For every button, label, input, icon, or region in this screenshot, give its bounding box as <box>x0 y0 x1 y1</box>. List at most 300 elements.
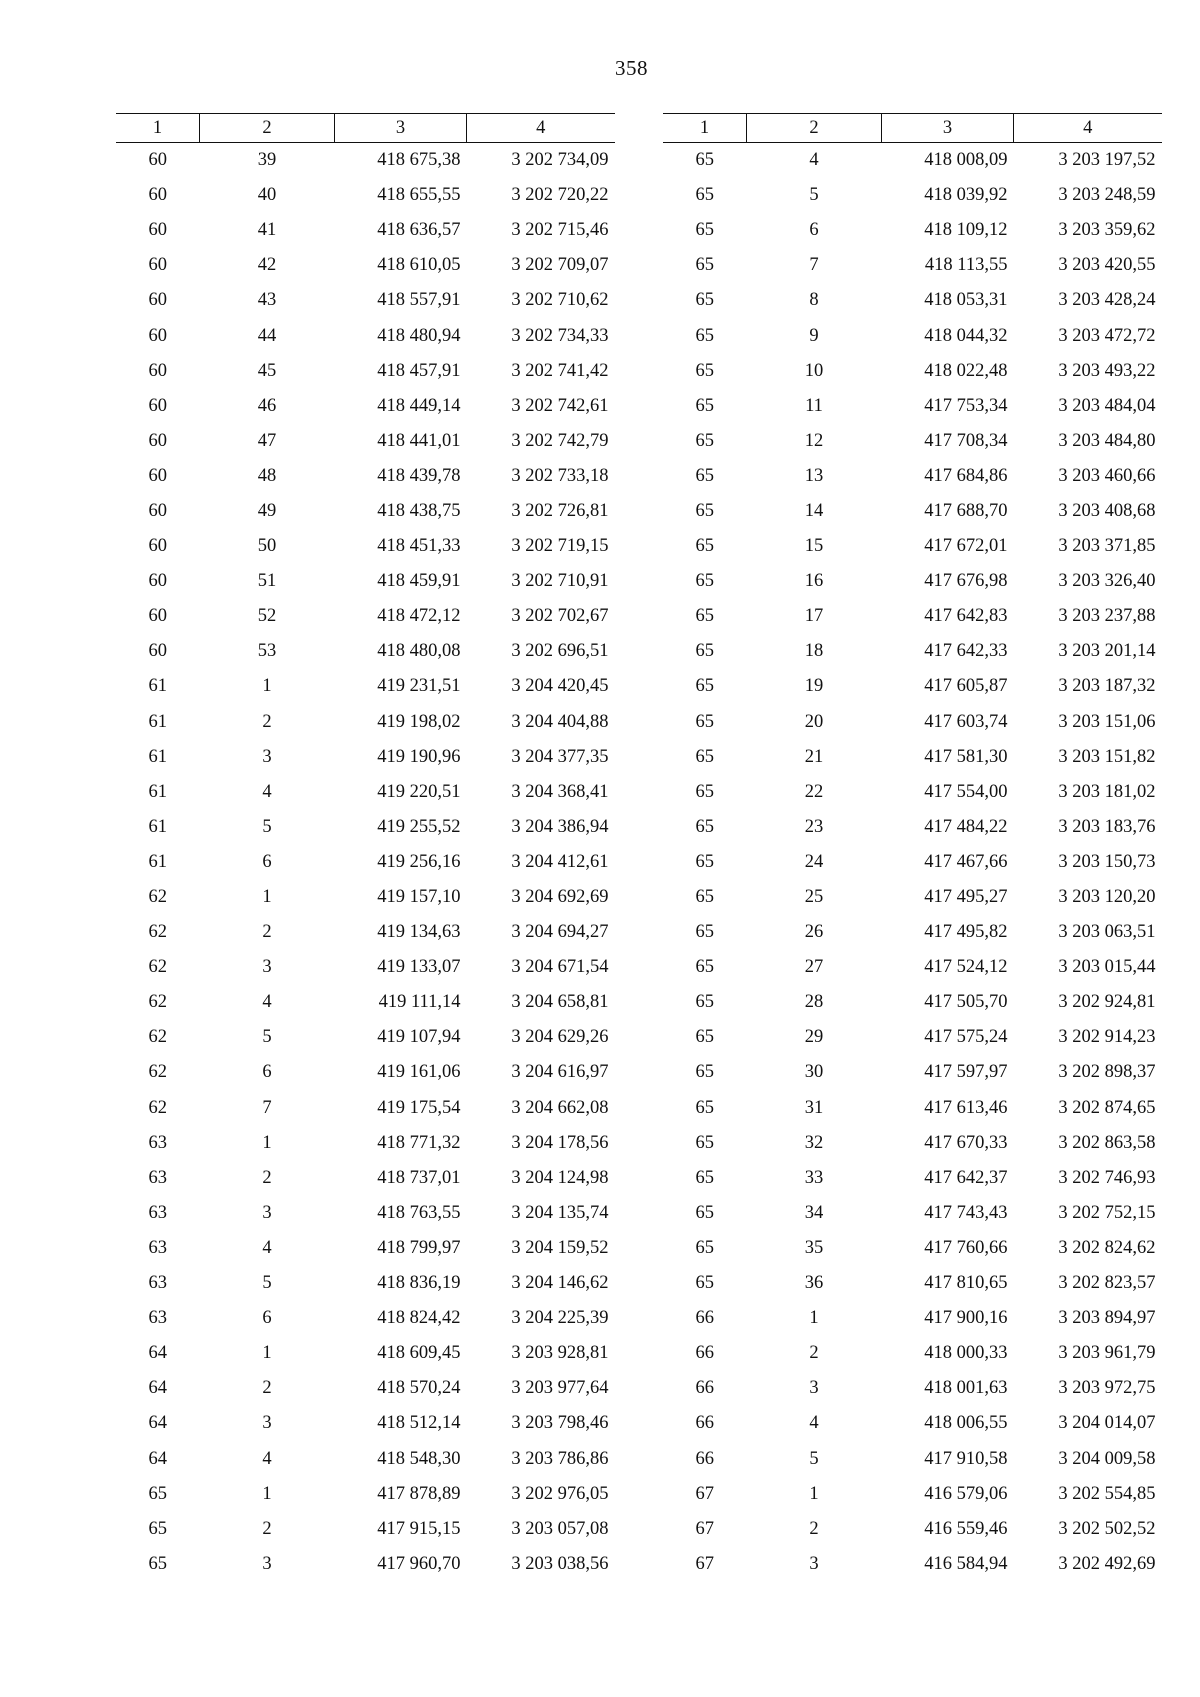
cell-coordinate-x: 419 256,16 <box>377 851 461 872</box>
cell-coordinate-y: 3 204 124,98 <box>511 1167 609 1188</box>
cell-coordinate-y: 3 202 502,52 <box>1058 1518 1156 1539</box>
cell-point-number: 8 <box>809 290 819 311</box>
table-row <box>116 1161 615 1196</box>
cell-point-number: 3 <box>809 1553 819 1574</box>
coordinates-table-left <box>116 113 615 1582</box>
cell-coordinate-y: 3 202 914,23 <box>1058 1027 1156 1048</box>
cell-coordinate-y: 3 202 742,79 <box>511 430 609 451</box>
table-row <box>663 318 1162 353</box>
cell-point-number: 30 <box>804 1062 824 1083</box>
table-row <box>116 1091 615 1126</box>
cell-coordinate-x: 417 642,33 <box>924 641 1008 662</box>
cell-point-number: 34 <box>804 1202 824 1223</box>
cell-object-number: 65 <box>695 1027 714 1048</box>
cell-point-number: 4 <box>262 992 272 1013</box>
cell-coordinate-y: 3 202 824,62 <box>1058 1237 1156 1258</box>
table-header-row <box>663 114 1162 143</box>
cell-coordinate-y: 3 203 183,76 <box>1058 816 1156 837</box>
page-number: 358 <box>615 56 648 80</box>
cell-point-number: 5 <box>809 1448 819 1469</box>
cell-object-number: 65 <box>695 571 714 592</box>
table-row <box>116 213 615 248</box>
cell-coordinate-x: 419 198,02 <box>377 711 461 732</box>
cell-object-number: 65 <box>148 1553 167 1574</box>
cell-object-number: 65 <box>695 887 714 908</box>
table-row <box>663 213 1162 248</box>
table-row <box>663 459 1162 494</box>
cell-object-number: 60 <box>148 571 167 592</box>
cell-object-number: 65 <box>695 150 714 171</box>
cell-coordinate-y: 3 202 720,22 <box>511 185 609 206</box>
cell-object-number: 67 <box>695 1483 714 1504</box>
cell-coordinate-x: 419 107,94 <box>377 1027 461 1048</box>
cell-coordinate-x: 418 022,48 <box>924 360 1008 381</box>
table-row <box>663 1371 1162 1406</box>
cell-point-number: 2 <box>809 1343 819 1364</box>
table-row <box>663 1196 1162 1231</box>
cell-object-number: 66 <box>695 1343 714 1364</box>
cell-coordinate-y: 3 203 428,24 <box>1058 290 1156 311</box>
table-row <box>663 599 1162 634</box>
table-body <box>663 143 1162 1582</box>
cell-coordinate-y: 3 203 197,52 <box>1058 150 1156 171</box>
table-row <box>116 283 615 318</box>
cell-coordinate-x: 419 231,51 <box>377 676 461 697</box>
cell-coordinate-x: 417 642,37 <box>924 1167 1008 1188</box>
cell-point-number: 1 <box>262 1343 272 1364</box>
cell-coordinate-x: 417 760,66 <box>924 1237 1008 1258</box>
cell-coordinate-x: 418 008,09 <box>924 150 1008 171</box>
table-row <box>663 1091 1162 1126</box>
cell-object-number: 61 <box>148 746 167 767</box>
cell-object-number: 60 <box>148 641 167 662</box>
cell-point-number: 3 <box>262 1413 272 1434</box>
cell-coordinate-x: 418 610,05 <box>377 255 461 276</box>
cell-coordinate-y: 3 202 734,33 <box>511 325 609 346</box>
cell-coordinate-x: 419 133,07 <box>377 957 461 978</box>
cell-coordinate-y: 3 203 484,04 <box>1058 395 1156 416</box>
table-row <box>663 915 1162 950</box>
table-row <box>663 985 1162 1020</box>
cell-coordinate-x: 418 472,12 <box>377 606 461 627</box>
cell-object-number: 65 <box>148 1483 167 1504</box>
cell-coordinate-x: 417 554,00 <box>924 781 1008 802</box>
cell-coordinate-y: 3 204 658,81 <box>511 992 609 1013</box>
cell-object-number: 62 <box>148 922 167 943</box>
table-row <box>116 880 615 915</box>
table-row <box>663 1406 1162 1441</box>
cell-object-number: 60 <box>148 360 167 381</box>
cell-object-number: 60 <box>148 430 167 451</box>
cell-coordinate-y: 3 202 710,91 <box>511 571 609 592</box>
cell-coordinate-x: 417 810,65 <box>924 1273 1008 1294</box>
cell-object-number: 62 <box>148 1097 167 1118</box>
cell-coordinate-y: 3 204 014,07 <box>1058 1413 1156 1434</box>
column-header-1: 1 <box>663 114 747 143</box>
cell-point-number: 35 <box>804 1237 824 1258</box>
cell-coordinate-y: 3 202 726,81 <box>511 500 609 521</box>
cell-coordinate-x: 418 438,75 <box>377 500 461 521</box>
cell-point-number: 46 <box>257 395 277 416</box>
cell-coordinate-x: 417 505,70 <box>924 992 1008 1013</box>
cell-coordinate-x: 418 459,91 <box>377 571 461 592</box>
cell-coordinate-y: 3 202 746,93 <box>1058 1167 1156 1188</box>
cell-point-number: 33 <box>804 1167 824 1188</box>
table-row <box>663 143 1162 179</box>
column-header-4: 4 <box>1014 114 1162 143</box>
cell-object-number: 60 <box>148 536 167 557</box>
cell-point-number: 36 <box>804 1273 824 1294</box>
cell-point-number: 32 <box>804 1132 824 1153</box>
cell-coordinate-x: 418 457,91 <box>377 360 461 381</box>
cell-coordinate-x: 418 763,55 <box>377 1202 461 1223</box>
table-row <box>663 178 1162 213</box>
table-row <box>663 248 1162 283</box>
cell-coordinate-y: 3 204 662,08 <box>511 1097 609 1118</box>
cell-coordinate-x: 417 575,24 <box>924 1027 1008 1048</box>
cell-point-number: 13 <box>804 465 824 486</box>
cell-point-number: 10 <box>804 360 824 381</box>
table-row <box>663 1020 1162 1055</box>
table-row <box>663 669 1162 704</box>
cell-point-number: 5 <box>262 1027 272 1048</box>
cell-coordinate-y: 3 202 976,05 <box>511 1483 609 1504</box>
table-row <box>116 1055 615 1090</box>
cell-object-number: 67 <box>695 1553 714 1574</box>
cell-point-number: 21 <box>804 746 824 767</box>
table-row <box>116 1406 615 1441</box>
cell-point-number: 1 <box>262 1483 272 1504</box>
cell-point-number: 18 <box>804 641 824 662</box>
cell-object-number: 67 <box>695 1518 714 1539</box>
cell-object-number: 65 <box>695 816 714 837</box>
table-row <box>116 1231 615 1266</box>
cell-object-number: 63 <box>148 1237 167 1258</box>
cell-coordinate-x: 418 824,42 <box>377 1308 461 1329</box>
cell-coordinate-x: 418 000,33 <box>924 1343 1008 1364</box>
cell-point-number: 29 <box>804 1027 824 1048</box>
table-row <box>116 740 615 775</box>
cell-coordinate-y: 3 202 715,46 <box>511 220 609 241</box>
cell-point-number: 1 <box>262 1132 272 1153</box>
cell-object-number: 65 <box>695 1273 714 1294</box>
cell-point-number: 3 <box>262 957 272 978</box>
cell-coordinate-x: 418 451,33 <box>377 536 461 557</box>
cell-object-number: 65 <box>695 641 714 662</box>
table-row <box>116 459 615 494</box>
cell-object-number: 65 <box>695 395 714 416</box>
cell-object-number: 65 <box>695 536 714 557</box>
cell-point-number: 11 <box>805 395 823 416</box>
table-row <box>116 494 615 529</box>
cell-point-number: 5 <box>262 1273 272 1294</box>
cell-object-number: 65 <box>695 711 714 732</box>
table-row <box>116 1547 615 1582</box>
cell-coordinate-x: 417 684,86 <box>924 465 1008 486</box>
cell-coordinate-x: 419 220,51 <box>377 781 461 802</box>
cell-coordinate-y: 3 202 823,57 <box>1058 1273 1156 1294</box>
cell-point-number: 43 <box>257 290 277 311</box>
cell-point-number: 20 <box>804 711 824 732</box>
cell-point-number: 5 <box>262 816 272 837</box>
cell-point-number: 3 <box>262 1202 272 1223</box>
table-row <box>116 1020 615 1055</box>
cell-coordinate-y: 3 204 420,45 <box>511 676 609 697</box>
cell-coordinate-x: 419 134,63 <box>377 922 461 943</box>
cell-coordinate-y: 3 204 671,54 <box>511 957 609 978</box>
cell-point-number: 1 <box>809 1308 819 1329</box>
cell-object-number: 65 <box>695 851 714 872</box>
cell-coordinate-y: 3 202 742,61 <box>511 395 609 416</box>
cell-coordinate-x: 418 480,08 <box>377 641 461 662</box>
cell-coordinate-y: 3 202 752,15 <box>1058 1202 1156 1223</box>
cell-coordinate-y: 3 204 368,41 <box>511 781 609 802</box>
cell-coordinate-x: 417 688,70 <box>924 500 1008 521</box>
cell-point-number: 3 <box>262 1553 272 1574</box>
cell-point-number: 4 <box>809 1413 819 1434</box>
cell-object-number: 62 <box>148 1062 167 1083</box>
cell-object-number: 65 <box>695 992 714 1013</box>
table-row <box>663 810 1162 845</box>
cell-coordinate-x: 417 676,98 <box>924 571 1008 592</box>
cell-point-number: 39 <box>257 150 277 171</box>
cell-coordinate-x: 418 512,14 <box>377 1413 461 1434</box>
cell-coordinate-x: 417 605,87 <box>924 676 1008 697</box>
table-row <box>116 389 615 424</box>
cell-coordinate-x: 418 039,92 <box>924 185 1008 206</box>
cell-coordinate-x: 418 441,01 <box>377 430 461 451</box>
cell-point-number: 27 <box>804 957 824 978</box>
cell-point-number: 17 <box>804 606 824 627</box>
cell-object-number: 66 <box>695 1448 714 1469</box>
cell-object-number: 65 <box>695 1167 714 1188</box>
cell-coordinate-y: 3 203 151,82 <box>1058 746 1156 767</box>
cell-point-number: 49 <box>257 500 277 521</box>
cell-object-number: 60 <box>148 325 167 346</box>
table-row <box>116 248 615 283</box>
cell-object-number: 65 <box>695 1237 714 1258</box>
table-row <box>116 1196 615 1231</box>
cell-coordinate-x: 417 495,27 <box>924 887 1008 908</box>
cell-point-number: 2 <box>262 922 272 943</box>
column-header-2: 2 <box>200 114 335 143</box>
cell-coordinate-x: 417 581,30 <box>924 746 1008 767</box>
table-row <box>663 1161 1162 1196</box>
cell-object-number: 65 <box>695 1132 714 1153</box>
cell-point-number: 4 <box>262 1237 272 1258</box>
cell-coordinate-x: 418 609,45 <box>377 1343 461 1364</box>
cell-point-number: 25 <box>804 887 824 908</box>
cell-coordinate-x: 419 190,96 <box>377 746 461 767</box>
table-row <box>663 880 1162 915</box>
cell-coordinate-x: 417 900,16 <box>924 1308 1008 1329</box>
cell-coordinate-y: 3 203 359,62 <box>1058 220 1156 241</box>
table-row <box>663 1512 1162 1547</box>
cell-object-number: 65 <box>695 606 714 627</box>
table-row <box>116 318 615 353</box>
cell-coordinate-x: 416 584,94 <box>924 1553 1008 1574</box>
table-row <box>663 1441 1162 1476</box>
cell-coordinate-x: 419 111,14 <box>378 992 461 1013</box>
cell-coordinate-x: 418 480,94 <box>377 325 461 346</box>
table-row <box>116 775 615 810</box>
cell-point-number: 2 <box>809 1518 819 1539</box>
cell-coordinate-y: 3 202 924,81 <box>1058 992 1156 1013</box>
cell-point-number: 47 <box>257 430 277 451</box>
cell-coordinate-y: 3 202 898,37 <box>1058 1062 1156 1083</box>
table-row <box>663 1266 1162 1301</box>
cell-object-number: 64 <box>148 1343 167 1364</box>
cell-coordinate-x: 418 001,63 <box>924 1378 1008 1399</box>
cell-coordinate-y: 3 203 484,80 <box>1058 430 1156 451</box>
cell-point-number: 31 <box>804 1097 824 1118</box>
cell-coordinate-x: 419 255,52 <box>377 816 461 837</box>
cell-point-number: 1 <box>809 1483 819 1504</box>
table-row <box>663 1126 1162 1161</box>
table-row <box>116 1126 615 1161</box>
table-row <box>116 143 615 179</box>
cell-coordinate-x: 416 579,06 <box>924 1483 1008 1504</box>
table-body <box>116 143 615 1582</box>
table-row <box>116 564 615 599</box>
cell-coordinate-y: 3 204 135,74 <box>511 1202 609 1223</box>
table-row <box>663 1547 1162 1582</box>
cell-point-number: 41 <box>257 220 277 241</box>
cell-object-number: 65 <box>695 746 714 767</box>
cell-object-number: 63 <box>148 1202 167 1223</box>
cell-coordinate-x: 418 675,38 <box>377 150 461 171</box>
cell-coordinate-y: 3 203 493,22 <box>1058 360 1156 381</box>
table-row <box>663 564 1162 599</box>
cell-object-number: 62 <box>148 1027 167 1048</box>
cell-coordinate-x: 417 960,70 <box>377 1553 461 1574</box>
cell-coordinate-x: 418 771,32 <box>377 1132 461 1153</box>
table-row <box>116 599 615 634</box>
cell-coordinate-y: 3 202 733,18 <box>511 465 609 486</box>
cell-object-number: 63 <box>148 1308 167 1329</box>
cell-object-number: 64 <box>148 1448 167 1469</box>
cell-point-number: 23 <box>804 816 824 837</box>
table-row <box>116 810 615 845</box>
cell-object-number: 61 <box>148 816 167 837</box>
cell-object-number: 66 <box>695 1308 714 1329</box>
cell-point-number: 6 <box>262 1308 272 1329</box>
table-row <box>663 529 1162 564</box>
cell-point-number: 4 <box>809 150 819 171</box>
cell-coordinate-y: 3 203 326,40 <box>1058 571 1156 592</box>
table-row <box>663 634 1162 669</box>
table-row <box>116 634 615 669</box>
cell-object-number: 61 <box>148 711 167 732</box>
cell-coordinate-y: 3 204 225,39 <box>511 1308 609 1329</box>
cell-coordinate-y: 3 202 710,62 <box>511 290 609 311</box>
cell-object-number: 65 <box>695 430 714 451</box>
cell-point-number: 9 <box>809 325 819 346</box>
cell-point-number: 19 <box>804 676 824 697</box>
cell-object-number: 62 <box>148 957 167 978</box>
cell-coordinate-y: 3 203 120,20 <box>1058 887 1156 908</box>
table-row <box>663 740 1162 775</box>
cell-point-number: 44 <box>257 325 277 346</box>
cell-coordinate-y: 3 202 874,65 <box>1058 1097 1156 1118</box>
cell-coordinate-y: 3 203 786,86 <box>511 1448 609 1469</box>
table-row <box>116 705 615 740</box>
table-row <box>663 389 1162 424</box>
cell-coordinate-y: 3 204 404,88 <box>511 711 609 732</box>
table-row <box>116 1301 615 1336</box>
cell-object-number: 65 <box>695 1097 714 1118</box>
cell-object-number: 65 <box>148 1518 167 1539</box>
cell-object-number: 61 <box>148 781 167 802</box>
cell-object-number: 62 <box>148 992 167 1013</box>
cell-coordinate-x: 418 737,01 <box>377 1167 461 1188</box>
table-row <box>116 1441 615 1476</box>
cell-point-number: 7 <box>262 1097 272 1118</box>
cell-object-number: 65 <box>695 781 714 802</box>
cell-coordinate-y: 3 204 159,52 <box>511 1237 609 1258</box>
cell-object-number: 61 <box>148 851 167 872</box>
cell-object-number: 66 <box>695 1378 714 1399</box>
cell-point-number: 7 <box>809 255 819 276</box>
cell-coordinate-x: 416 559,46 <box>924 1518 1008 1539</box>
cell-coordinate-y: 3 203 972,75 <box>1058 1378 1156 1399</box>
cell-point-number: 24 <box>804 851 824 872</box>
cell-object-number: 63 <box>148 1273 167 1294</box>
cell-coordinate-x: 418 557,91 <box>377 290 461 311</box>
table-row <box>663 1477 1162 1512</box>
cell-coordinate-x: 417 603,74 <box>924 711 1008 732</box>
cell-coordinate-y: 3 202 741,42 <box>511 360 609 381</box>
cell-coordinate-y: 3 204 694,27 <box>511 922 609 943</box>
cell-coordinate-y: 3 204 178,56 <box>511 1132 609 1153</box>
cell-coordinate-y: 3 204 146,62 <box>511 1273 609 1294</box>
cell-object-number: 60 <box>148 255 167 276</box>
cell-point-number: 5 <box>809 185 819 206</box>
coordinates-table-right <box>663 113 1162 1582</box>
cell-point-number: 1 <box>262 887 272 908</box>
table-row <box>663 845 1162 880</box>
cell-object-number: 61 <box>148 676 167 697</box>
cell-coordinate-x: 418 053,31 <box>924 290 1008 311</box>
cell-point-number: 51 <box>257 571 277 592</box>
cell-object-number: 60 <box>148 290 167 311</box>
cell-point-number: 12 <box>804 430 824 451</box>
cell-coordinate-x: 417 642,83 <box>924 606 1008 627</box>
cell-coordinate-x: 418 109,12 <box>924 220 1008 241</box>
cell-point-number: 15 <box>804 536 824 557</box>
cell-point-number: 3 <box>262 746 272 767</box>
cell-object-number: 60 <box>148 606 167 627</box>
cell-coordinate-y: 3 204 377,35 <box>511 746 609 767</box>
table-row <box>116 1512 615 1547</box>
cell-coordinate-x: 417 467,66 <box>924 851 1008 872</box>
table-row <box>116 424 615 459</box>
cell-coordinate-x: 419 175,54 <box>377 1097 461 1118</box>
table-row <box>116 1371 615 1406</box>
cell-object-number: 60 <box>148 395 167 416</box>
column-header-1: 1 <box>116 114 200 143</box>
cell-point-number: 26 <box>804 922 824 943</box>
cell-coordinate-y: 3 203 057,08 <box>511 1518 609 1539</box>
cell-object-number: 65 <box>695 255 714 276</box>
cell-coordinate-x: 418 799,97 <box>377 1237 461 1258</box>
cell-coordinate-y: 3 202 709,07 <box>511 255 609 276</box>
cell-coordinate-x: 418 655,55 <box>377 185 461 206</box>
cell-point-number: 16 <box>804 571 824 592</box>
table-row <box>116 1336 615 1371</box>
cell-point-number: 4 <box>262 1448 272 1469</box>
column-header-4: 4 <box>467 114 615 143</box>
